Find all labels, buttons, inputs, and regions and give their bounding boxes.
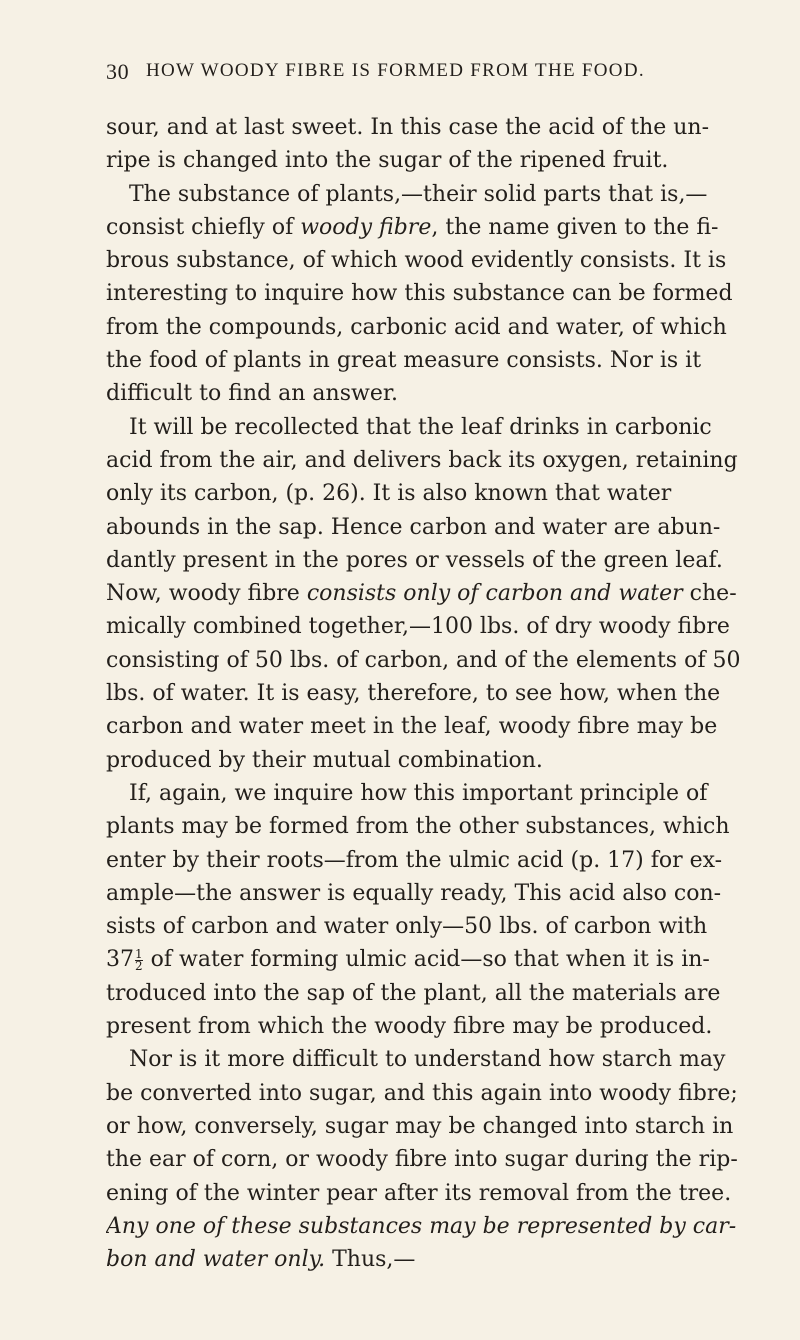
text-line: mically combined together,—100 lbs. of dry woody fibre bbox=[106, 614, 730, 640]
text-line: difficult to find an answer. bbox=[106, 381, 398, 407]
text-line: brous substance, of which wood evidently consists. It is bbox=[106, 248, 727, 274]
text-line: enter by their roots—from the ulmic acid (p. 17) for ex- bbox=[106, 847, 723, 873]
text-line-with-italic-phrase: Now, woody fibre consists only of carbon and water che- bbox=[106, 581, 737, 607]
italic-phrase: consists only of carbon and water bbox=[306, 581, 683, 607]
text-line: plants may be formed from the other substances, which bbox=[106, 814, 730, 840]
text-line: ripe is changed into the sugar of the ripened fruit. bbox=[106, 148, 669, 174]
text-line: be converted into sugar, and this again into woody fibre; bbox=[106, 1080, 738, 1106]
text-line-with-fraction: 37 $\frac{1}{2}$ of water forming ulmic acid—so that when it is in- bbox=[106, 946, 710, 973]
text-line: or how, conversely, sugar may be changed into starch in bbox=[106, 1113, 734, 1139]
text-line: only its carbon, (p. 26). It is also known that water bbox=[106, 481, 672, 507]
text-line: troduced into the sap of the plant, all the materials are bbox=[106, 980, 721, 1006]
text-line: If, again, we inquire how this important principle of bbox=[129, 780, 708, 806]
text-line: produced by their mutual combination. bbox=[106, 747, 543, 773]
text-line: carbon and water meet in the leaf, woody fibre may be bbox=[106, 714, 718, 740]
text-line: the ear of corn, or woody fibre into sugar during the rip- bbox=[106, 1147, 738, 1173]
text-line: ample—the answer is equally ready, This acid also con- bbox=[106, 880, 722, 906]
fraction-whole: 37 bbox=[106, 947, 134, 973]
italic-phrase: bon and water only. bbox=[106, 1247, 326, 1273]
text-line: The substance of plants,—their solid parts that is,— bbox=[129, 181, 708, 207]
chapter-title: HOW WOODY FIBRE IS FORMED FROM THE FOOD. bbox=[146, 60, 645, 81]
running-head bbox=[106, 59, 770, 89]
text-line: from the compounds, carbonic acid and water, of which bbox=[106, 314, 727, 340]
fraction-numerator: 1 bbox=[135, 946, 143, 961]
fraction-half bbox=[135, 946, 143, 973]
text-line: acid from the air, and delivers back its oxygen, retaining bbox=[106, 447, 738, 473]
text-line: ening of the winter pear after its removal from the tree. bbox=[106, 1180, 732, 1206]
text-line: sists of carbon and water only—50 lbs. of carbon with bbox=[106, 914, 708, 940]
fraction-denominator: 2 bbox=[135, 958, 143, 973]
text-line: the food of plants in great measure consists. Nor is it bbox=[106, 348, 702, 374]
italic-text-line: Any one of these substances may be represented by car- bbox=[106, 1213, 737, 1239]
text-line: Nor is it more difficult to understand how starch may bbox=[129, 1047, 726, 1073]
text-line: dantly present in the pores or vessels of the green leaf. bbox=[106, 547, 723, 573]
italic-term: woody fibre bbox=[300, 214, 432, 240]
text-line-with-italic-term: consist chiefly of woody fibre, the name given to the fi- bbox=[106, 214, 719, 240]
text-line: sour, and at last sweet. In this case the acid of the un- bbox=[106, 115, 710, 140]
page-number: 30 bbox=[106, 59, 130, 84]
text-line: interesting to inquire how this substance can be formed bbox=[106, 281, 733, 307]
text-line: lbs. of water. It is easy, therefore, to see how, when the bbox=[106, 681, 721, 707]
text-line: abounds in the sap. Hence carbon and water are abun- bbox=[106, 514, 721, 540]
body-text bbox=[106, 111, 770, 1276]
text-line: consisting of 50 lbs. of carbon, and of the elements of 50 bbox=[106, 647, 741, 673]
text-line: It will be recollected that the leaf drinks in carbonic bbox=[129, 414, 712, 440]
text-line: present from which the woody fibre may be produced. bbox=[106, 1014, 713, 1040]
text-line-with-italic-phrase: bon and water only. Thus,— bbox=[106, 1247, 416, 1273]
